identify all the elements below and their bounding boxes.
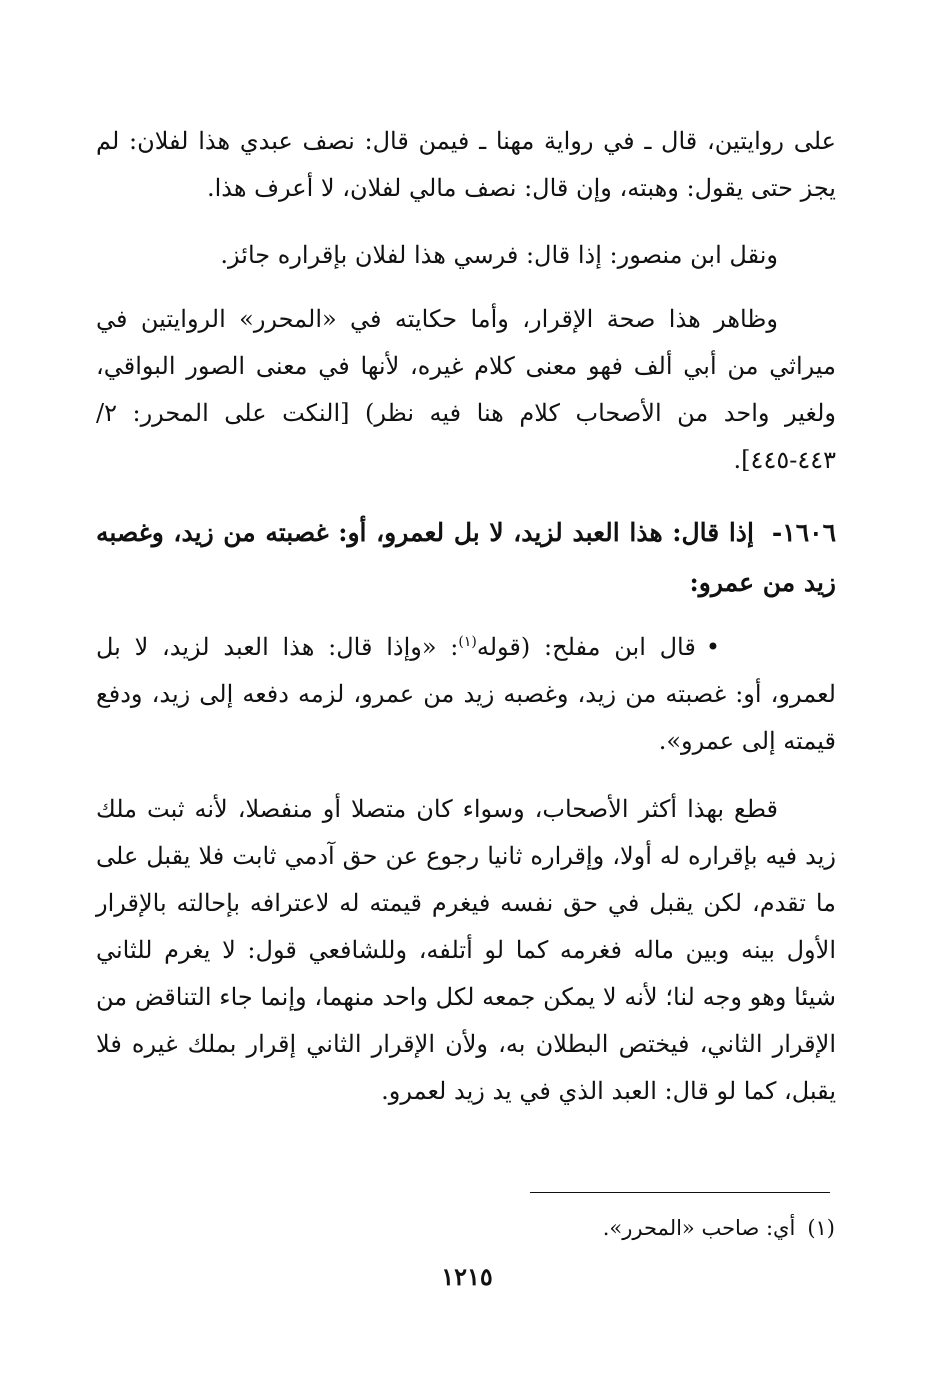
footnote-reference[interactable]: (١) bbox=[458, 634, 477, 650]
paragraph-text: وظاهر هذا صحة الإقرار، وأما حكايته في «المحرر» الروايتين في ميراثي من أبي ألف فهو معنى كلام غيره، لأنها في معنى الصور البواقي، ولغير واحد من الأصحاب كلام هنا فيه نظر) [النكت على المحرر: ٢/ ٤٤٣-٤٤٥]. bbox=[96, 305, 836, 474]
paragraph-zahir bbox=[96, 296, 836, 484]
footnote-text: أي: صاحب «المحرر». bbox=[602, 1216, 796, 1240]
paragraph-text bbox=[96, 624, 836, 765]
paragraph-ibn-muflih bbox=[96, 624, 836, 765]
page-number: ١٢١٥ bbox=[441, 1262, 493, 1291]
paragraph-ibn-mansur bbox=[96, 232, 836, 279]
paragraph-text: قطع بهذا أكثر الأصحاب، وسواء كان متصلا أو منفصلا، لأنه ثبت ملك زيد فيه بإقراره له أولا، وإقراره ثانيا رجوع عن حق آدمي ثابت فلا يقبل على ما تقدم، لكن يقبل في حق نفسه فيغرم قيمته له لاعترافه بإحالته بالإقرار الأول بينه وبين ماله فغرمه كما لو أتلفه، وللشافعي قول: لا يغرم للثاني شيئا وهو وجه لنا؛ لأنه لا يمكن جمعه لكل واحد منهما، وإنما جاء التناقض من الإقرار الثاني، فيختص البطلان به، ولأن الإقرار الثاني إقرار بملك غيره فلا يقبل، كما لو قال: العبد الذي في يد زيد لعمرو. bbox=[96, 795, 836, 1105]
paragraph-text: على روايتين، قال ـ في رواية مهنا ـ فيمن قال: نصف عبدي هذا لفلان: لم يجز حتى يقول: وهبته، وإن قال: نصف مالي لفلان، لا أعرف هذا. bbox=[96, 127, 836, 202]
paragraph-text-end: : «وإذا قال: هذا العبد لزيد، لا بل لعمرو، أو: غصبته من زيد، وغصبه زيد من عمرو، لزمه دفعه إلى زيد، ودفع قيمته إلى عمرو». bbox=[96, 633, 836, 755]
section-heading-text: إذا قال: هذا العبد لزيد، لا بل لعمرو، أو: غصبته من زيد، وغصبه زيد من عمرو: bbox=[96, 518, 836, 597]
footnote-divider bbox=[530, 1192, 830, 1193]
paragraph-continuation bbox=[96, 118, 836, 212]
footnote-number: (١) bbox=[807, 1216, 835, 1240]
section-heading bbox=[96, 508, 836, 608]
paragraph-text: ونقل ابن منصور: إذا قال: فرسي هذا لفلان بإقراره جائز. bbox=[220, 241, 778, 269]
paragraph-commentary bbox=[96, 786, 836, 1115]
bullet-icon: • bbox=[705, 633, 720, 661]
paragraph-text-start: قال ابن مفلح: (قوله bbox=[476, 633, 696, 661]
footnote bbox=[430, 1210, 835, 1246]
section-number: ١٦٠٦- bbox=[771, 518, 836, 547]
